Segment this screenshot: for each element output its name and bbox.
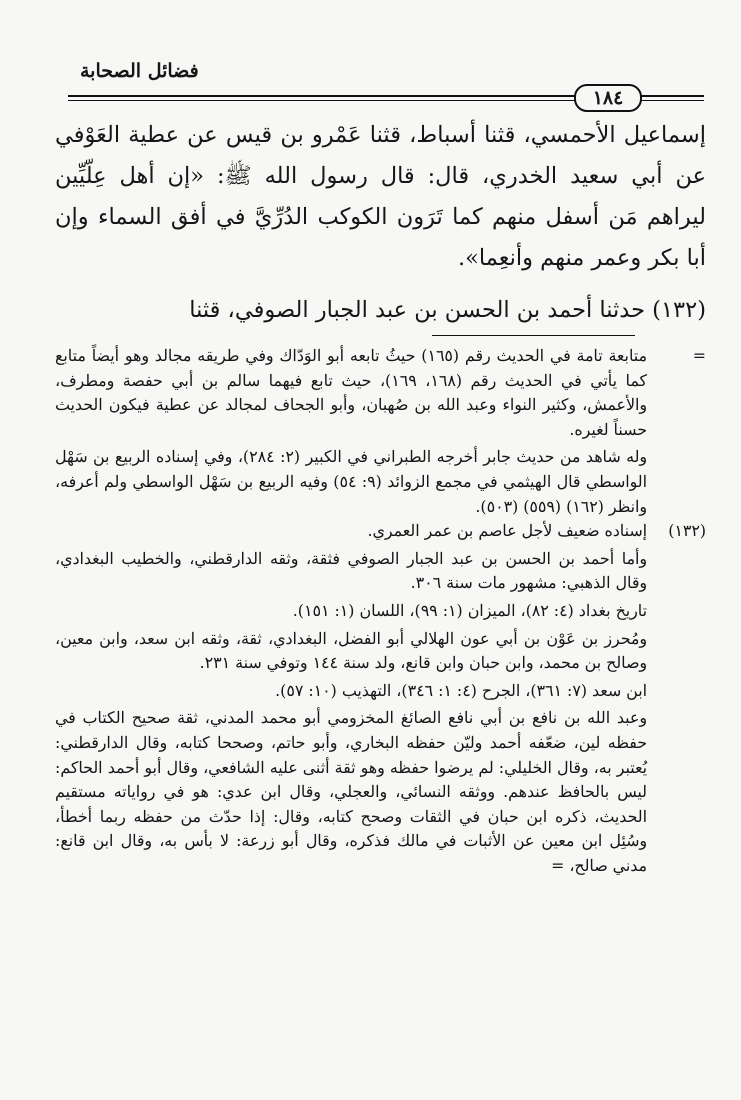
footnote-number: (١٣٢) bbox=[668, 521, 706, 541]
footnote-continuation-mark: = bbox=[692, 346, 706, 365]
footnote-132 bbox=[55, 519, 706, 878]
page-number-badge: ١٨٤ bbox=[574, 84, 642, 112]
main-text bbox=[55, 115, 706, 331]
footnote-paragraph: وأما أحمد بن الحسن بن عبد الجبار الصوفي فثقة، وثقه الدارقطني، والخطيب البغدادي، وقال الذهبي: مشهور مات سنة ٣٠٦. bbox=[55, 548, 647, 593]
main-paragraph-hadith: إسماعيل الأحمسي، قثنا أسباط، قثنا عَمْرو بن قيس عن عطية العَوْفي عن أبي سعيد الخدري، قال: قال رسول الله ﷺ: «إن أهل عِلّيِّين ليراهم مَن أسفل منهم كما تَرَون الكوكب الدُرِّيَّ في أفق السماء وإن أبا بكر وعمر منهم وأنعِما». bbox=[55, 122, 706, 271]
footnote-paragraph: متابعة تامة في الحديث رقم (١٦٥) حيثُ تابعه أبو الوَدّاك وفي طريقه مجالد وهو أيضاً متابع كما يأتي في الحديث رقم (١٦٨، ١٦٩)، حيث تابع فيهما سالم بن أبي حفصة ومطرف، والأعمش، وكثير النواء وعبد الله بن صُهبان، وأبو الجحاف لمجالد عن عطية فيكون الحديث حسناً لغيره. bbox=[55, 346, 647, 439]
footnote-paragraph: وله شاهد من حديث جابر أخرجه الطبراني في الكبير (٢: ٢٨٤)، وفي إسناده الربيع بن سَهْل الواسطي قال الهيثمي في مجمع الزوائد (٩: ٥٤) وفيه الربيع بن سَهْل الواسطي ولم أعرفه، وانظر (١٦٢) (٥٥٩) (٥٠٣). bbox=[55, 447, 648, 516]
footnote-paragraph: ومُحرز بن عَوْن بن أبي عون الهلالي أبو الفضل، البغدادي، ثقة، وثقه ابن سعد، وابن معين، وصالح بن محمد، وابن حبان وابن قانع، ولد سنة ١٤٤ وتوفي سنة ٢٣١. bbox=[55, 628, 647, 673]
main-paragraph-hadith-132: (١٣٢) حدثنا أحمد بن الحسن بن عبد الجبار الصوفي، قثنا bbox=[189, 297, 706, 323]
footnote-paragraph: تاريخ بغداد (٤: ٨٢)، الميزان (١: ٩٩)، اللسان (١: ١٥١). bbox=[292, 600, 647, 620]
footnotes bbox=[55, 344, 706, 878]
footnote-separator bbox=[432, 335, 635, 336]
footnote-paragraph: ابن سعد (٧: ٣٦١)، الجرح (٤: ١: ٣٤٦)، التهذيب (١٠: ٥٧). bbox=[275, 680, 647, 700]
footnote-paragraph: إسناده ضعيف لأجل عاصم بن عمر العمري. bbox=[367, 521, 647, 541]
running-header-title: فضائل الصحابة bbox=[80, 60, 199, 82]
footnote-paragraph: وعبد الله بن نافع بن أبي نافع الصائغ المخزومي أبو محمد المدني، ثقة صحيح الكتاب في حفظه لين، ضعّفه أحمد وليّن حفظه البخاري، وأبو حاتم، وصححا كتابه، وقال الدارقطني: يُعتبر به، وقال الخليلي: لم يرضوا حفظه وهو ثقة أثنى عليه الشافعي، وقال أبو أحمد الحاكم: ليس بالحافظ عندهم. ووثقه النسائي، والعجلي، وقال ابن عدي: هو في رواياته مستقيم الحديث، ذكره ابن حبان في الثقات وصحح كتابه، وقال: إذا حدّث من حفظه ربما أخطأ، وسُئِل ابن معين عن الأثبات في مالك فذكره، وقال أبو زرعة: لا بأس به، وقال ابن قانع: مدني صالح، = bbox=[55, 708, 647, 875]
footnote-continued bbox=[55, 344, 706, 519]
